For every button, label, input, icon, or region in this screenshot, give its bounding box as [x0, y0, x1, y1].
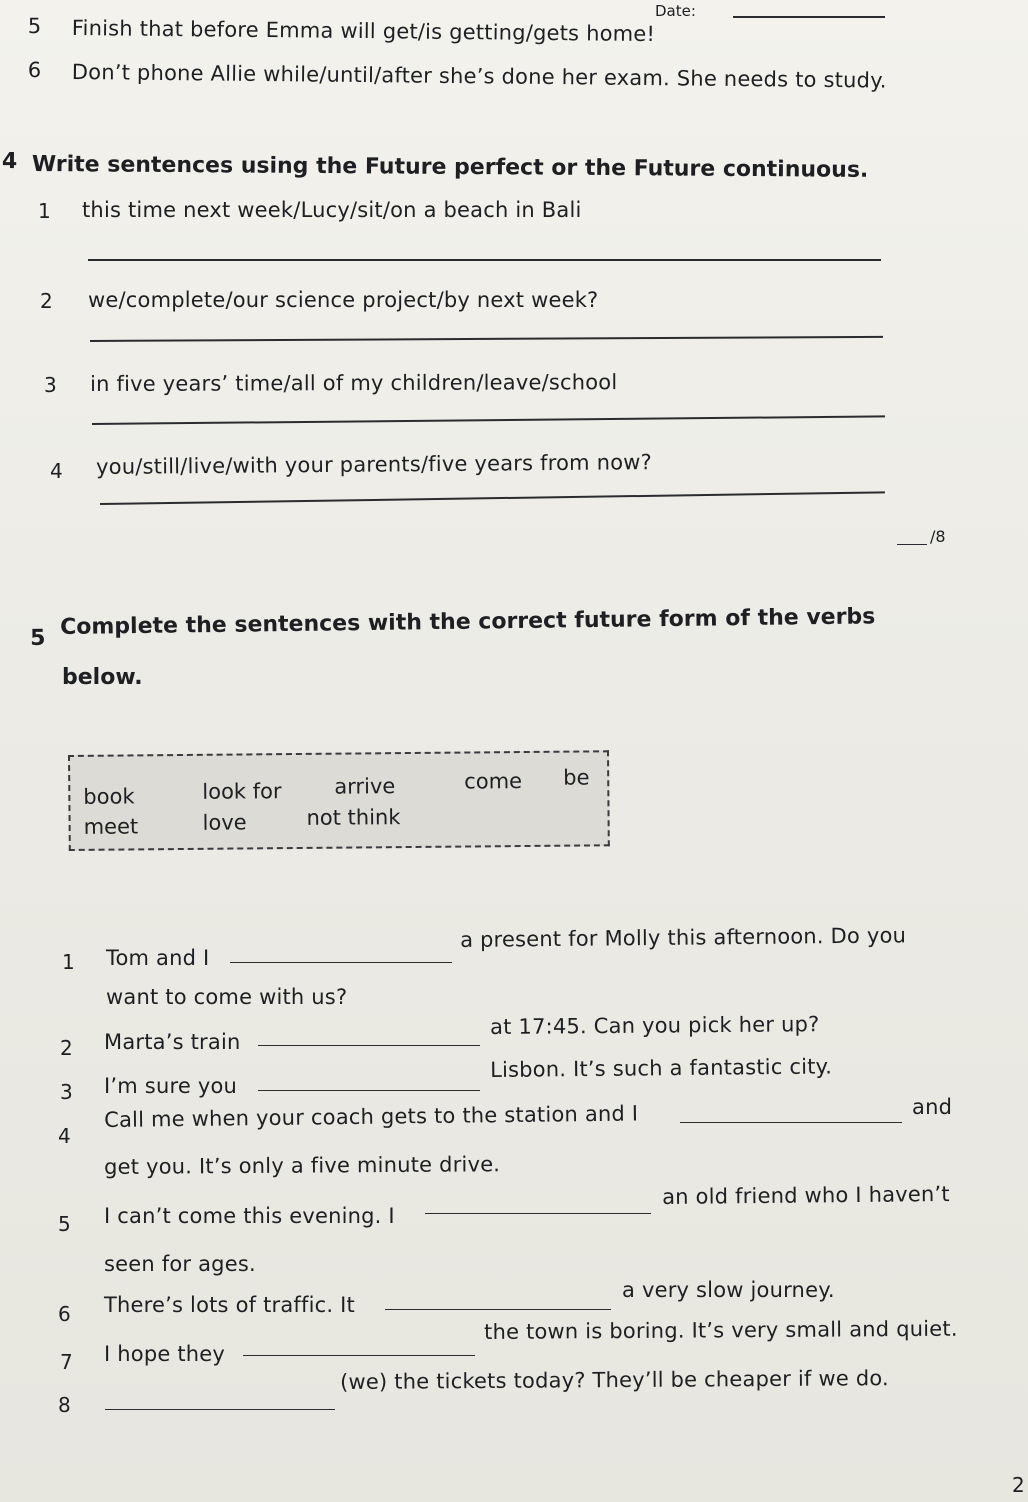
ex5-item-after: and [912, 1095, 953, 1119]
prev-item-text: Don’t phone Allie while/until/after she’s done her exam. She needs to study. [71, 60, 887, 93]
ex5-item-continuation: seen for ages. [104, 1252, 256, 1276]
ex5-item-number: 5 [58, 1212, 71, 1236]
word-option: arrive [334, 774, 396, 799]
ex5-item-after: a very slow journey. [622, 1278, 835, 1302]
ex5-item-after: a present for Molly this afternoon. Do you [460, 923, 907, 952]
ex5-item-after: at 17:45. Can you pick her up? [490, 1012, 820, 1039]
word-option: love [202, 810, 247, 835]
ex5-item-before: I’m sure you [104, 1074, 238, 1098]
ex5-item-continuation: get you. It’s only a five minute drive. [104, 1152, 501, 1179]
ex4-item-prompt: we/complete/our science project/by next week? [88, 288, 599, 312]
word-option: look for [202, 779, 282, 804]
date-field[interactable] [733, 16, 885, 18]
ex4-answer-line[interactable] [90, 336, 883, 342]
ex4-item-prompt: in five years’ time/all of my children/leave/school [90, 370, 618, 396]
ex4-item-number: 4 [50, 459, 63, 483]
ex5-item-before: There’s lots of traffic. It [104, 1293, 355, 1317]
word-option: be [563, 765, 590, 790]
ex4-item-number: 1 [38, 199, 51, 223]
ex4-answer-line[interactable] [88, 259, 881, 261]
exercise5-instruction-cont: below. [62, 665, 143, 690]
ex5-item-before: I can’t come this evening. I [104, 1204, 395, 1228]
word-option: come [464, 769, 523, 794]
exercise4-number: 4 [1, 149, 18, 175]
ex5-answer-blank[interactable] [243, 1355, 475, 1356]
ex5-item-number: 3 [60, 1080, 73, 1104]
word-option: not think [306, 805, 401, 830]
ex5-item-continuation: want to come with us? [106, 985, 348, 1009]
prev-item-number: 6 [27, 58, 42, 83]
exercise4-instruction: Write sentences using the Future perfect or the Future continuous. [31, 152, 869, 183]
ex5-item-after: an old friend who I haven’t [662, 1181, 950, 1209]
ex5-item-number: 6 [58, 1302, 71, 1326]
ex5-answer-blank[interactable] [385, 1309, 611, 1310]
ex5-item-after: (we) the tickets today? They’ll be cheaper if we do. [340, 1366, 889, 1394]
ex5-item-after: Lisbon. It’s such a fantastic city. [490, 1054, 833, 1082]
exercise5-instruction: Complete the sentences with the correct future form of the verbs [60, 604, 876, 640]
ex5-answer-blank[interactable] [680, 1122, 902, 1123]
ex5-item-number: 8 [58, 1393, 71, 1417]
ex4-item-number: 3 [44, 373, 57, 397]
ex5-item-number: 2 [60, 1036, 73, 1060]
ex4-answer-line[interactable] [92, 415, 885, 425]
ex4-item-prompt: this time next week/Lucy/sit/on a beach in Bali [82, 198, 582, 222]
prev-item-text: Finish that before Emma will get/is getting/gets home! [71, 16, 656, 47]
date-label: Date: [655, 2, 696, 20]
ex5-answer-blank[interactable] [230, 962, 452, 963]
exercise5-number: 5 [30, 625, 46, 651]
page-number: 2 [1012, 1473, 1025, 1497]
ex4-item-number: 2 [40, 289, 53, 313]
word-option: meet [83, 814, 139, 839]
ex5-item-number: 7 [60, 1350, 73, 1374]
ex5-item-before: I hope they [104, 1342, 226, 1366]
ex5-answer-blank[interactable] [258, 1090, 480, 1091]
ex4-score: /8 [930, 527, 946, 546]
ex5-item-number: 1 [62, 950, 75, 974]
ex5-item-number: 4 [58, 1124, 71, 1148]
word-box [68, 750, 610, 851]
ex5-answer-blank[interactable] [105, 1409, 335, 1410]
ex5-answer-blank[interactable] [425, 1213, 651, 1214]
ex5-item-after: the town is boring. It’s very small and quiet. [484, 1316, 958, 1344]
ex5-item-before: Call me when your coach gets to the station and I [104, 1101, 639, 1132]
ex4-answer-line[interactable] [100, 491, 885, 505]
word-option: book [83, 784, 135, 809]
ex5-item-before: Marta’s train [104, 1030, 241, 1054]
prev-item-number: 5 [27, 14, 42, 39]
ex4-score-field[interactable] [897, 544, 927, 545]
ex5-answer-blank[interactable] [258, 1045, 480, 1046]
ex4-item-prompt: you/still/live/with your parents/five years from now? [96, 450, 653, 479]
ex5-item-before: Tom and I [106, 946, 210, 970]
